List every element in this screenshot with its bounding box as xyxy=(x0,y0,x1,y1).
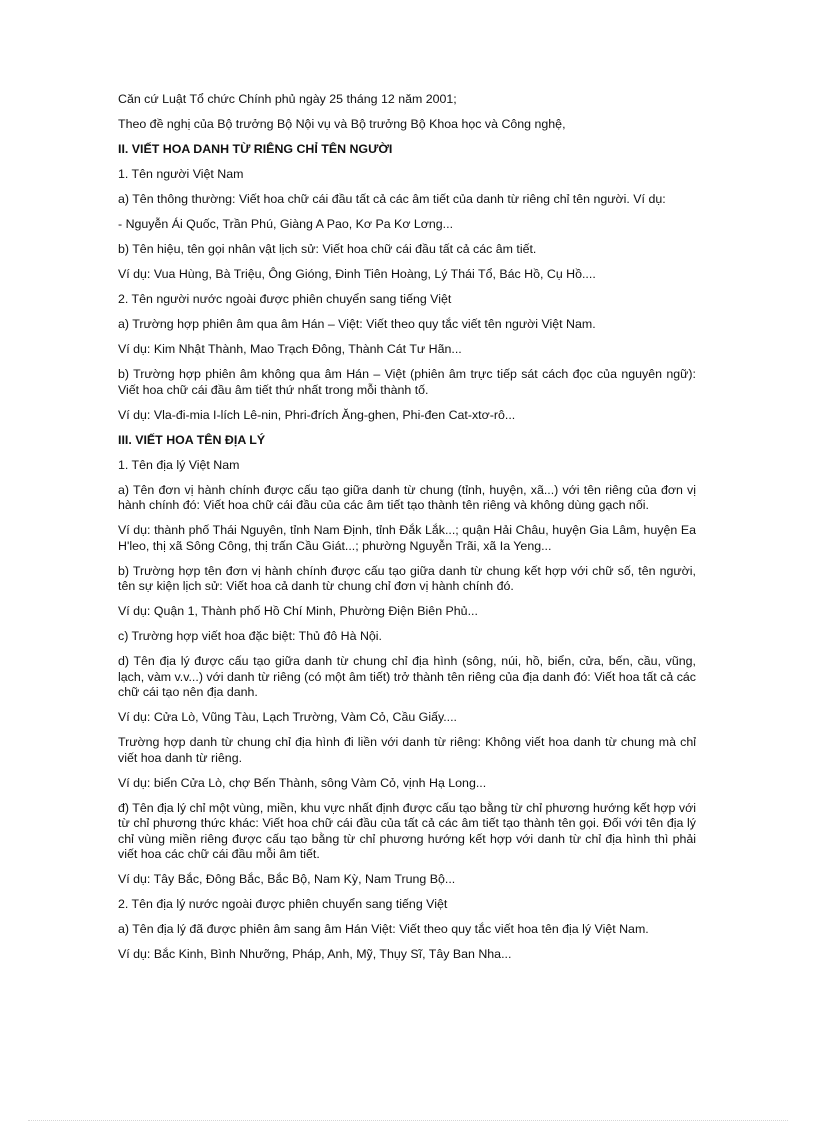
paragraph: b) Tên hiệu, tên gọi nhân vật lịch sử: Viết hoa chữ cái đầu tất cả các âm tiết. xyxy=(118,242,537,256)
document-page xyxy=(118,92,696,972)
paragraph: Ví dụ: thành phố Thái Nguyên, tỉnh Nam Định, tỉnh Đắk Lắk...; quận Hải Châu, huyện Gia Lâm, huyện Ea H'leo, thị xã Sông Công, thị trấn Cầu Giát...; phường Nguyễn Trãi, xã Ia Yeng... xyxy=(118,523,696,553)
paragraph: a) Tên thông thường: Viết hoa chữ cái đầu tất cả các âm tiết của danh từ riêng chỉ tên người. Ví dụ: xyxy=(118,192,666,206)
paragraph: Ví dụ: Bắc Kinh, Bình Nhưỡng, Pháp, Anh, Mỹ, Thụy Sĩ, Tây Ban Nha... xyxy=(118,947,512,961)
paragraph: a) Tên đơn vị hành chính được cấu tạo giữa danh từ chung (tỉnh, huyện, xã...) với tên riêng của đơn vị hành chính đó: Viết hoa chữ cái đầu của các âm tiết tạo thành tên riêng và không dùng gạch nối. xyxy=(118,482,696,512)
paragraph: - Nguyễn Ái Quốc, Trần Phú, Giàng A Pao, Kơ Pa Kơ Lơng... xyxy=(118,217,454,231)
paragraph: đ) Tên địa lý chỉ một vùng, miền, khu vực nhất định được cấu tạo bằng từ chỉ phương hướng kết hợp với từ chỉ phương thức khác: Viết hoa chữ cái đầu của tất cả các âm tiết tạo thành tên gọi. Đối với tên địa lý chỉ vùng miền riêng được cấu tạo bằng từ chỉ phương hướng kết hợp với danh từ chỉ địa hình thì phải viết hoa các chữ cái đầu mỗi âm tiết. xyxy=(118,800,696,861)
paragraph: Ví dụ: Vla-đi-mia I-lích Lê-nin, Phri-đrích Ăng-ghen, Phi-đen Cat-xtơ-rô... xyxy=(118,407,516,422)
section-heading-place-names: III. VIẾT HOA TÊN ĐỊA LÝ xyxy=(118,432,266,447)
paragraph: c) Trường hợp viết hoa đặc biệt: Thủ đô Hà Nội. xyxy=(118,629,383,643)
paragraph: Ví dụ: Tây Bắc, Đông Bắc, Bắc Bộ, Nam Kỳ, Nam Trung Bộ... xyxy=(118,872,456,886)
subsection-foreign-names: 2. Tên người nước ngoài được phiên chuyển sang tiếng Việt xyxy=(118,292,452,306)
paragraph: d) Tên địa lý được cấu tạo giữa danh từ chung chỉ địa hình (sông, núi, hồ, biển, cửa, bến, cầu, vũng, lạch, vàm v.v...) với danh từ riêng (có một âm tiết) trở thành tên riêng của địa danh đó: Viết hoa tất cả các chữ cái tạo nên địa danh. xyxy=(118,654,696,699)
paragraph: a) Tên địa lý đã được phiên âm sang âm Hán Việt: Viết theo quy tắc viết hoa tên địa lý Việt Nam. xyxy=(118,922,649,936)
paragraph: Ví dụ: Vua Hùng, Bà Triệu, Ông Gióng, Đinh Tiên Hoàng, Lý Thái Tổ, Bác Hồ, Cụ Hồ.... xyxy=(118,267,596,281)
paragraph: Ví dụ: Cửa Lò, Vũng Tàu, Lạch Trường, Vàm Cỏ, Cầu Giấy.... xyxy=(118,710,458,724)
paragraph: Trường hợp danh từ chung chỉ địa hình đi liền với danh từ riêng: Không viết hoa danh từ chung mà chỉ viết hoa danh từ riêng. xyxy=(118,735,696,765)
paragraph: Ví dụ: Kim Nhật Thành, Mao Trạch Đông, Thành Cát Tư Hãn... xyxy=(118,342,462,356)
subsection-foreign-places: 2. Tên địa lý nước ngoài được phiên chuyển sang tiếng Việt xyxy=(118,897,448,911)
page-bottom-divider xyxy=(28,1120,788,1121)
paragraph: b) Trường hợp tên đơn vị hành chính được cấu tạo giữa danh từ chung kết hợp với chữ số, tên người, tên sự kiện lịch sử: Viết hoa cả danh từ chung chỉ đơn vị hành chính đó. xyxy=(118,563,696,593)
paragraph: a) Trường hợp phiên âm qua âm Hán – Việt: Viết theo quy tắc viết tên người Việt Nam. xyxy=(118,317,596,331)
section-heading-person-names: II. VIẾT HOA DANH TỪ RIÊNG CHỈ TÊN NGƯỜI xyxy=(118,142,393,156)
subsection-vietnamese-names: 1. Tên người Việt Nam xyxy=(118,167,244,181)
paragraph-legal-basis: Căn cứ Luật Tổ chức Chính phủ ngày 25 tháng 12 năm 2001; xyxy=(118,92,457,106)
paragraph: b) Trường hợp phiên âm không qua âm Hán – Việt (phiên âm trực tiếp sát cách đọc của nguyên ngữ): Viết hoa chữ cái đầu âm tiết thứ nhất trong mỗi thành tố. xyxy=(118,367,696,397)
paragraph-proposal: Theo đề nghị của Bộ trưởng Bộ Nội vụ và Bộ trưởng Bộ Khoa học và Công nghệ, xyxy=(118,117,566,131)
paragraph: Ví dụ: biển Cửa Lò, chợ Bến Thành, sông Vàm Cỏ, vịnh Hạ Long... xyxy=(118,775,487,790)
paragraph: Ví dụ: Quận 1, Thành phố Hồ Chí Minh, Phường Điện Biên Phủ... xyxy=(118,604,478,618)
subsection-vietnamese-places: 1. Tên địa lý Việt Nam xyxy=(118,457,240,472)
